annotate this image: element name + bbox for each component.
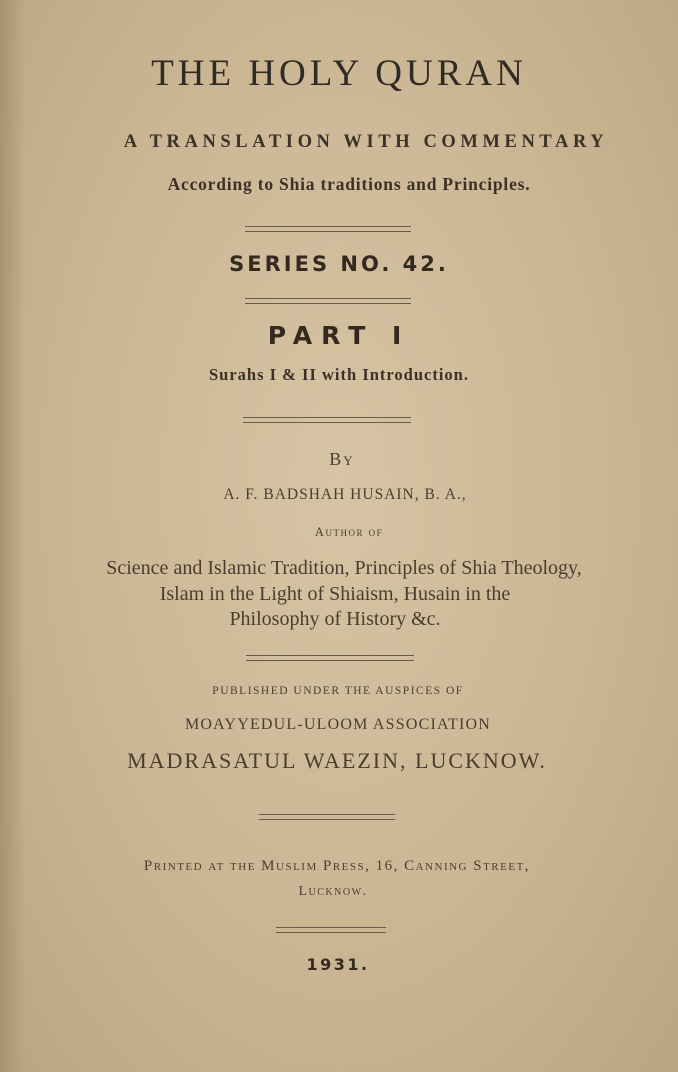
surahs-line: Surahs I & II with Introduction.: [208, 365, 469, 384]
author-of-label: Author of: [314, 525, 384, 539]
author-name: A. F. BADSHAH HUSAIN, B. A.,: [223, 486, 467, 503]
published-under: PUBLISHED UNDER THE AUSPICES OF: [212, 685, 464, 697]
madrasa-name: MADRASATUL WAEZIN, LUCKNOW.: [127, 748, 547, 773]
divider-rule: [246, 655, 414, 661]
works-line: Philosophy of History &c.: [229, 608, 441, 630]
by-label: By: [329, 449, 355, 469]
divider-rule: [259, 814, 395, 820]
works-line: Science and Islamic Tradition, Principles of Shia Theology,: [106, 557, 582, 579]
divider-rule: [245, 298, 411, 304]
tradition-line: According to Shia traditions and Principles.: [167, 174, 531, 194]
association-name: MOAYYEDUL-ULOOM ASSOCIATION: [184, 716, 492, 733]
printer-city: Lucknow.: [298, 884, 368, 899]
book-subtitle: A TRANSLATION WITH COMMENTARY: [123, 132, 609, 152]
publication-year: 1931.: [306, 955, 370, 974]
works-line: Islam in the Light of Shiaism, Husain in the: [159, 583, 511, 605]
series-number: SERIES NO. 42.: [229, 252, 449, 276]
divider-rule: [245, 226, 411, 232]
printer-line: Printed at the Muslim Press, 16, Canning Street,: [143, 858, 531, 874]
part-heading: PART I: [267, 321, 411, 350]
divider-rule: [243, 417, 411, 423]
book-title: THE HOLY QURAN: [151, 53, 527, 94]
divider-rule: [276, 927, 386, 933]
